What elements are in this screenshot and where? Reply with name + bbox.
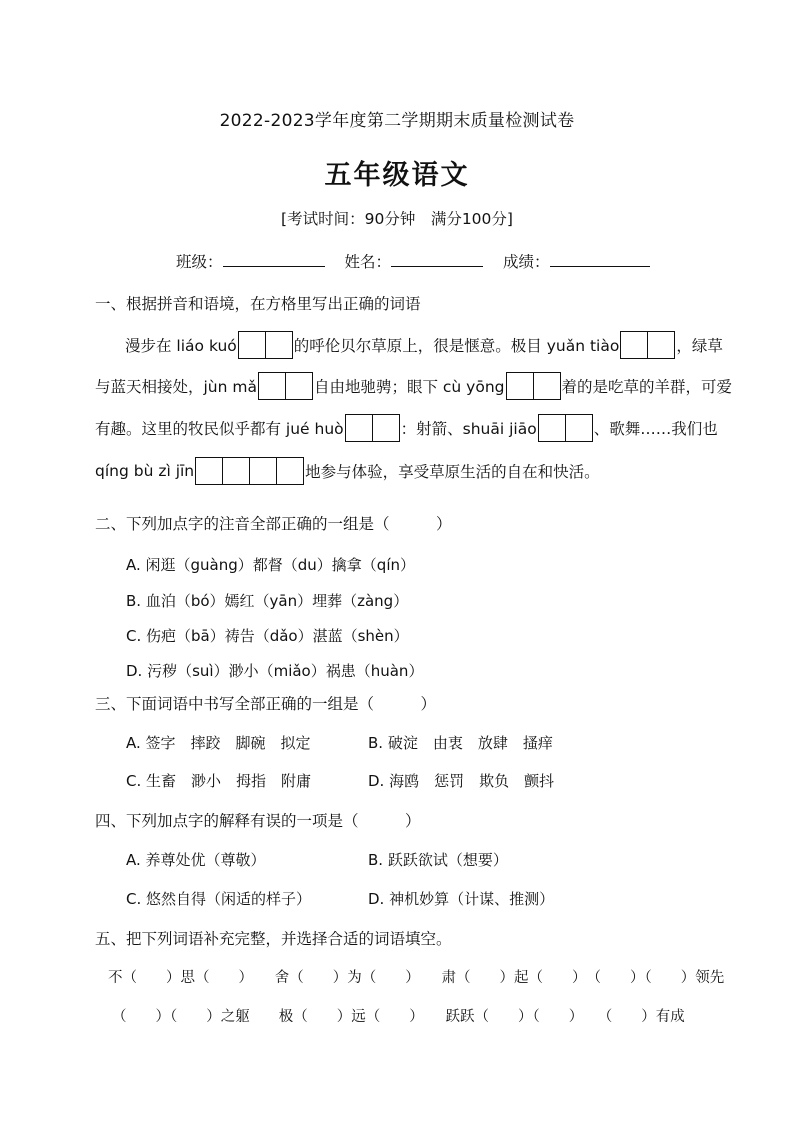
answer-boxes-junma[interactable] <box>258 372 313 400</box>
q1-heading: 一、根据拼音和语境，在方格里写出正确的词语 <box>95 295 421 313</box>
q3-option-a[interactable]: A. 签字 摔跤 脚碗 拟定 <box>126 734 311 752</box>
q1-line3-text-a: 有趣。这里的牧民似乎都有 jué huò <box>95 420 344 438</box>
q1-line-1 <box>125 331 723 359</box>
q1-line1-text-b: 的呼伦贝尔草原上，很是惬意。极目 yuǎn tiào <box>293 337 620 355</box>
q1-line-4 <box>95 457 600 485</box>
q2-option-c[interactable]: C. 伤疤（bā）祷告（dǎo）湛蓝（shèn） <box>126 627 409 645</box>
q1-line2-text-b: 自由地驰骋；眼下 cù yōng <box>313 378 505 396</box>
q2-option-a[interactable]: A. 闲逛（guàng）都督（du）擒拿（qín） <box>126 556 416 574</box>
class-label: 班级： <box>176 253 223 271</box>
answer-boxes-liaokuo[interactable] <box>238 331 293 359</box>
q4-option-d[interactable]: D. 神机妙算（计谋、推测） <box>368 890 555 908</box>
q5-row-2[interactable]: （ ）（ ）之躯 极（ ）远（ ） 跃跃（ ）（ ） （ ）有成 <box>112 1009 685 1025</box>
q4-option-c[interactable]: C. 悠然自得（闲适的样子） <box>126 890 312 908</box>
score-label: 成绩： <box>503 253 550 271</box>
q4-option-b[interactable]: B. 跃跃欲试（想要） <box>368 851 508 869</box>
q2-option-b[interactable]: B. 血泊（bó）嫣红（yān）埋葬（zàng） <box>126 592 409 610</box>
q5-row-1[interactable]: 不（ ）思（ ） 舍（ ）为（ ） 肃（ ）起（ ） （ ）（ ）领先 <box>108 970 725 986</box>
q3-option-c[interactable]: C. 生畜 渺小 拇指 附庸 <box>126 772 312 790</box>
answer-boxes-qingbuzijin[interactable] <box>195 457 304 485</box>
q1-line3-text-c: 、歌舞……我们也 <box>593 420 718 438</box>
q1-line-2 <box>95 372 732 400</box>
q1-line1-text-c: ，绿草 <box>676 337 723 355</box>
page-title: 五年级语文 <box>324 160 470 191</box>
q3-option-d[interactable]: D. 海鸥 惩罚 欺负 颤抖 <box>368 772 555 790</box>
q4-heading: 四、下列加点字的解释有误的一项是（ ） <box>95 812 421 830</box>
q3-option-b[interactable]: B. 破淀 由衷 放肆 搔痒 <box>368 734 553 752</box>
score-blank[interactable] <box>550 248 650 267</box>
q4-option-a[interactable]: A. 养尊处优（尊敬） <box>126 851 266 869</box>
answer-boxes-shuaijiao[interactable] <box>538 414 593 442</box>
q3-heading: 三、下面词语中书写全部正确的一组是（ ） <box>95 695 437 713</box>
answer-boxes-yuantiao[interactable] <box>620 331 675 359</box>
class-blank[interactable] <box>223 248 325 267</box>
q1-line2-text-a: 与蓝天相接处，jùn mǎ <box>95 378 257 396</box>
q1-line-3 <box>95 414 718 442</box>
q1-line1-text-a: 漫步在 liáo kuó <box>125 337 237 355</box>
q2-heading: 二、下列加点字的注音全部正确的一组是（ ） <box>95 515 452 533</box>
answer-boxes-cuyong[interactable] <box>506 372 561 400</box>
q1-line3-text-b: ：射箭、shuāi jiāo <box>400 420 537 438</box>
q2-option-d[interactable]: D. 污秽（suì）渺小（miǎo）祸患（huàn） <box>126 662 424 680</box>
answer-boxes-juehuo[interactable] <box>345 414 400 442</box>
q1-line4-text-b: 地参与体验，享受草原生活的自在和快活。 <box>305 463 600 481</box>
q5-heading: 五、把下列词语补充完整，并选择合适的词语填空。 <box>95 930 452 948</box>
q1-line4-text-a: qíng bù zì jīn <box>95 462 195 480</box>
student-info-row <box>176 248 650 272</box>
name-blank[interactable] <box>391 248 483 267</box>
exam-info: [考试时间：90分钟 满分100分] <box>281 210 513 228</box>
exam-header: 2022-2023学年度第二学期期末质量检测试卷 <box>219 111 575 131</box>
q1-line2-text-c: 着的是吃草的羊群，可爱 <box>561 378 733 396</box>
name-label: 姓名： <box>344 253 392 271</box>
